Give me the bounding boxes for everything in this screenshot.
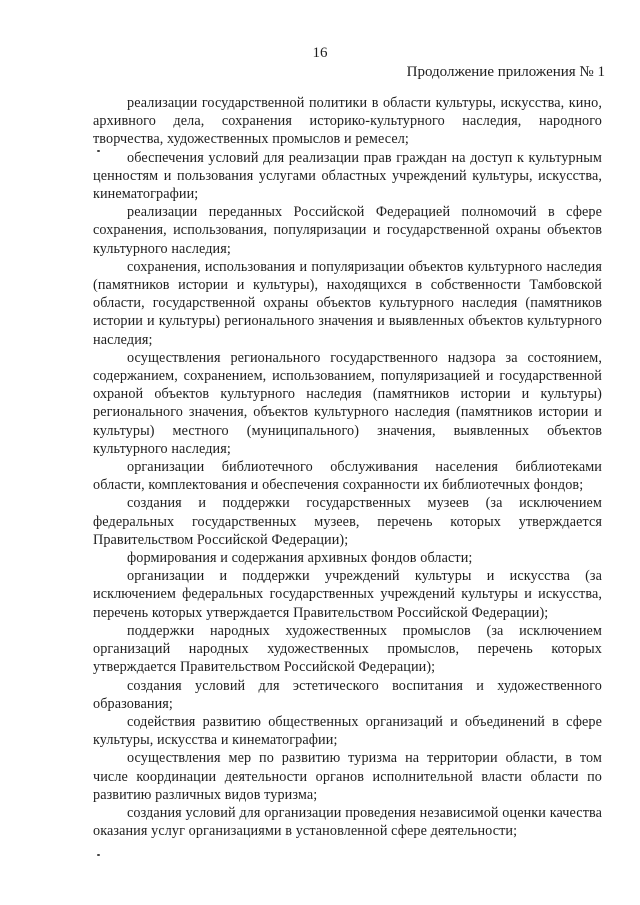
- paragraph: создания условий для организации проведения независимой оценки качества оказания услуг организациями в установленной сфере деятельности;: [93, 804, 602, 840]
- paragraph: создания и поддержки государственных музеев (за исключением федеральных государственных музеев, перечень которых утверждается Правительством Российской Федерации);: [93, 495, 602, 548]
- appendix-continuation-label: Продолжение приложения № 1: [406, 64, 605, 80]
- page-number: 16: [312, 45, 328, 61]
- paragraph: реализации государственной политики в области культуры, искусства, кино, архивного дела, сохранения историко-культурного наследия, народного творчества, художественных промыслов и ремесел;: [93, 95, 602, 148]
- paragraph: поддержки народных художественных промыслов (за исключением организаций народных художественных промыслов, перечень которых утверждается Правительством Российской Федерации);: [93, 622, 602, 676]
- paragraph: осуществления регионального государственного надзора за состоянием, содержанием, сохранением, использованием, популяризацией и государственной охраной объектов культурного наследия (памятников истории и культуры) регионального значения, объектов культурного наследия (памятников истории и культуры) местного (муниципального) значения, выявленных объектов культурного наследия;: [93, 349, 602, 457]
- paragraph: создания условий для эстетического воспитания и художественного образования;: [93, 677, 602, 712]
- paragraph: формирования и содержания архивных фондов области;: [127, 550, 473, 567]
- paragraph: обеспечения условий для реализации прав граждан на доступ к культурным ценностям и пользования услугами областных учреждений культуры, искусства, кинематографии;: [93, 149, 602, 203]
- paragraph: содействия развитию общественных организаций и объединений в сфере культуры, искусства и кинематографии;: [93, 713, 602, 749]
- scan-speck: [97, 150, 100, 152]
- scan-speck: [97, 854, 100, 856]
- paragraph: осуществления мер по развитию туризма на территории области, в том числе координации деятельности органов исполнительной власти области по развитию различных видов туризма;: [93, 750, 602, 803]
- paragraph: реализации переданных Российской Федерацией полномочий в сфере сохранения, использования, популяризации и государственной охраны объектов культурного наследия;: [93, 204, 602, 257]
- paragraph: организации библиотечного обслуживания населения библиотеками области, комплектования и обеспечения сохранности их библиотечных фондов;: [93, 459, 602, 494]
- paragraph: сохранения, использования и популяризации объектов культурного наследия (памятников истории и культуры), находящихся в собственности Тамбовской области, государственной охраны объектов культурного наследия (памятников истории и культуры) регионального значения и выявленных объектов культурного наследия;: [93, 258, 602, 348]
- paragraph: организации и поддержки учреждений культуры и искусства (за исключением федеральных государственных учреждений культуры и искусства, перечень которых утверждается Правительством Российской Федерации);: [93, 568, 602, 621]
- document-body: [93, 94, 602, 840]
